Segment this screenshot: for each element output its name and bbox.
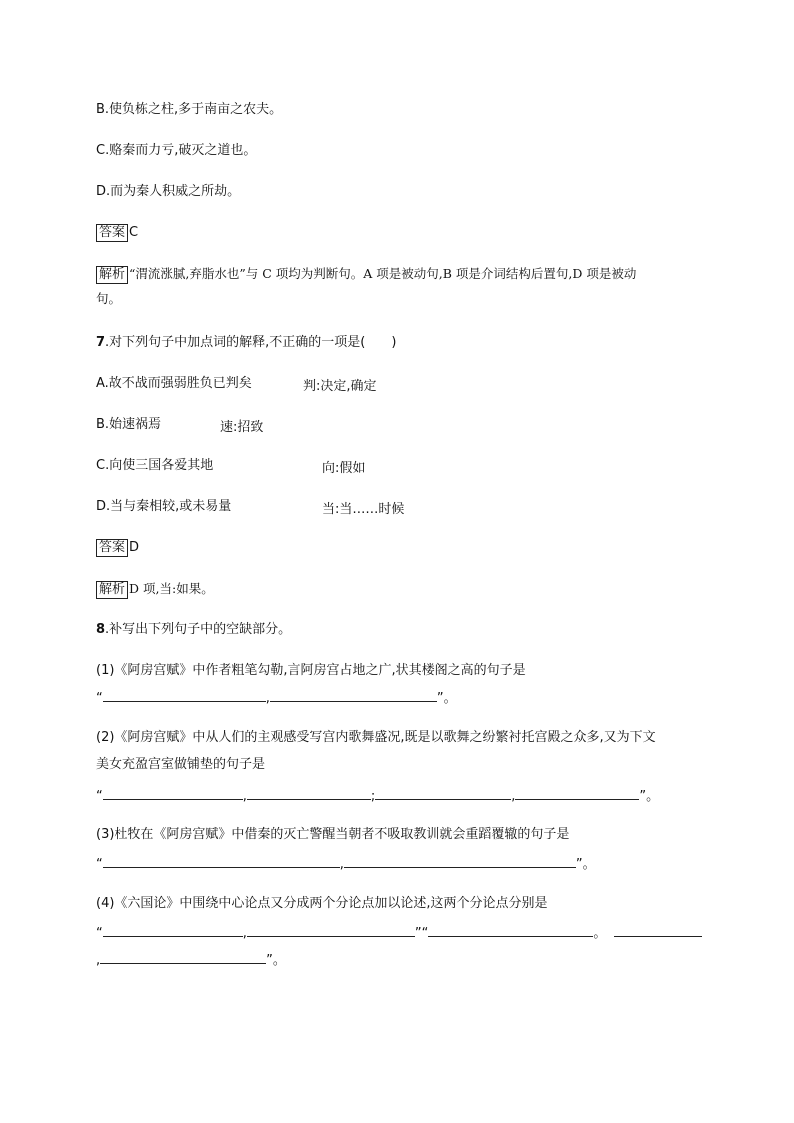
answer-blank[interactable]: [103, 786, 243, 800]
q7-option-c: C.向使三国各爱其地: [96, 458, 214, 473]
semicolon: ;: [370, 789, 376, 804]
q8-part2-prompt-cont: 美女充盈宫室做铺垫的句子是: [96, 757, 266, 772]
answer-blank[interactable]: [344, 854, 576, 868]
comma: ,: [96, 953, 101, 968]
comma: ,: [242, 926, 247, 941]
comma: ,: [339, 857, 344, 872]
q8-part2-prompt: (2)《阿房宫赋》中从人们的主观感受写宫内歌舞盛况,既是以歌舞之纷繁衬托宫殿之众多,又为下文: [96, 730, 656, 745]
q8-part3-prompt: (3)杜牧在《阿房宫赋》中借秦的灭亡警醒当朝者不吸取教训就会重蹈覆辙的句子是: [96, 827, 570, 842]
close-quote-period: ”。: [575, 857, 596, 872]
answer-value: C: [129, 225, 139, 240]
q7-gloss-b: 速:招致: [220, 420, 264, 435]
close-quote-period: ”。: [639, 789, 660, 804]
q6-explanation: [96, 265, 636, 284]
q8-stem: [96, 621, 291, 639]
q6-option-b: B.使负栋之柱,多于南亩之农夫。: [96, 102, 283, 117]
close-open-quotes: ”“: [414, 926, 429, 941]
answer-tag: 答案: [96, 539, 128, 557]
q8-part3-blanks: [96, 854, 596, 874]
explain-tag: 解析: [96, 266, 128, 284]
q8-part4-blanks-cont: [96, 950, 286, 970]
answer-blank[interactable]: [103, 854, 340, 868]
question-number: 7: [96, 335, 106, 350]
q7-option-b: B.始速祸焉: [96, 417, 162, 432]
q6-answer: [96, 224, 138, 242]
q8-part2-blanks: [96, 786, 659, 806]
answer-tag: 答案: [96, 224, 128, 242]
q7-gloss-c: 向:假如: [322, 461, 366, 476]
open-quote: “: [96, 926, 103, 941]
q8-part4-blanks: [96, 923, 702, 943]
q7-option-d: D.当与秦相较,或未易量: [96, 499, 232, 514]
q7-gloss-d: 当:当……时候: [322, 502, 405, 517]
open-quote: “: [96, 789, 103, 804]
question-number: 8: [96, 622, 106, 637]
open-quote: “: [96, 857, 103, 872]
close-quote-period: ”。: [266, 953, 286, 968]
q7-gloss-a: 判:决定,确定: [303, 379, 377, 394]
explain-text: D 项,当:如果。: [129, 581, 214, 596]
q6-option-c: C.赂秦而力亏,破灭之道也。: [96, 143, 257, 158]
q7-answer: [96, 539, 139, 557]
answer-blank[interactable]: [428, 923, 593, 937]
answer-blank[interactable]: [375, 786, 511, 800]
answer-blank[interactable]: [247, 923, 415, 937]
answer-value: D: [129, 540, 140, 555]
q7-explanation: [96, 580, 214, 599]
open-quote: “: [96, 691, 103, 706]
explain-text-line1: “渭流涨腻,弃脂水也”与 C 项均为判断句。A 项是被动句,B 项是介词结构后置句,D 项是被动: [129, 266, 637, 281]
answer-blank[interactable]: [100, 950, 266, 964]
explain-tag: 解析: [96, 581, 128, 599]
q6-option-d: D.而为秦人积威之所劫。: [96, 184, 241, 199]
answer-blank[interactable]: [247, 786, 371, 800]
answer-blank[interactable]: [103, 923, 243, 937]
q7-option-a: A.故不战而强弱胜负已判矣: [96, 376, 252, 391]
q8-part1-blanks: [96, 688, 457, 708]
question-text: .补写出下列句子中的空缺部分。: [105, 622, 292, 637]
question-text: .对下列句子中加点词的解释,不正确的一项是( ): [105, 335, 397, 350]
period: 。: [593, 926, 607, 941]
answer-blank[interactable]: [515, 786, 639, 800]
q8-part4-prompt: (4)《六国论》中围绕中心论点又分成两个分论点加以论述,这两个分论点分别是: [96, 896, 548, 911]
q8-part1-prompt: (1)《阿房宫赋》中作者粗笔勾勒,言阿房宫占地之广,状其楼阁之高的句子是: [96, 663, 526, 678]
comma: ,: [511, 789, 516, 804]
explain-text-line2: 句。: [96, 291, 122, 306]
comma: ,: [242, 789, 247, 804]
q7-stem: [96, 334, 396, 352]
answer-blank[interactable]: [103, 688, 266, 702]
answer-blank[interactable]: [270, 688, 437, 702]
close-quote-period: ”。: [436, 691, 457, 706]
answer-blank[interactable]: [614, 923, 702, 937]
comma: ,: [265, 691, 270, 706]
